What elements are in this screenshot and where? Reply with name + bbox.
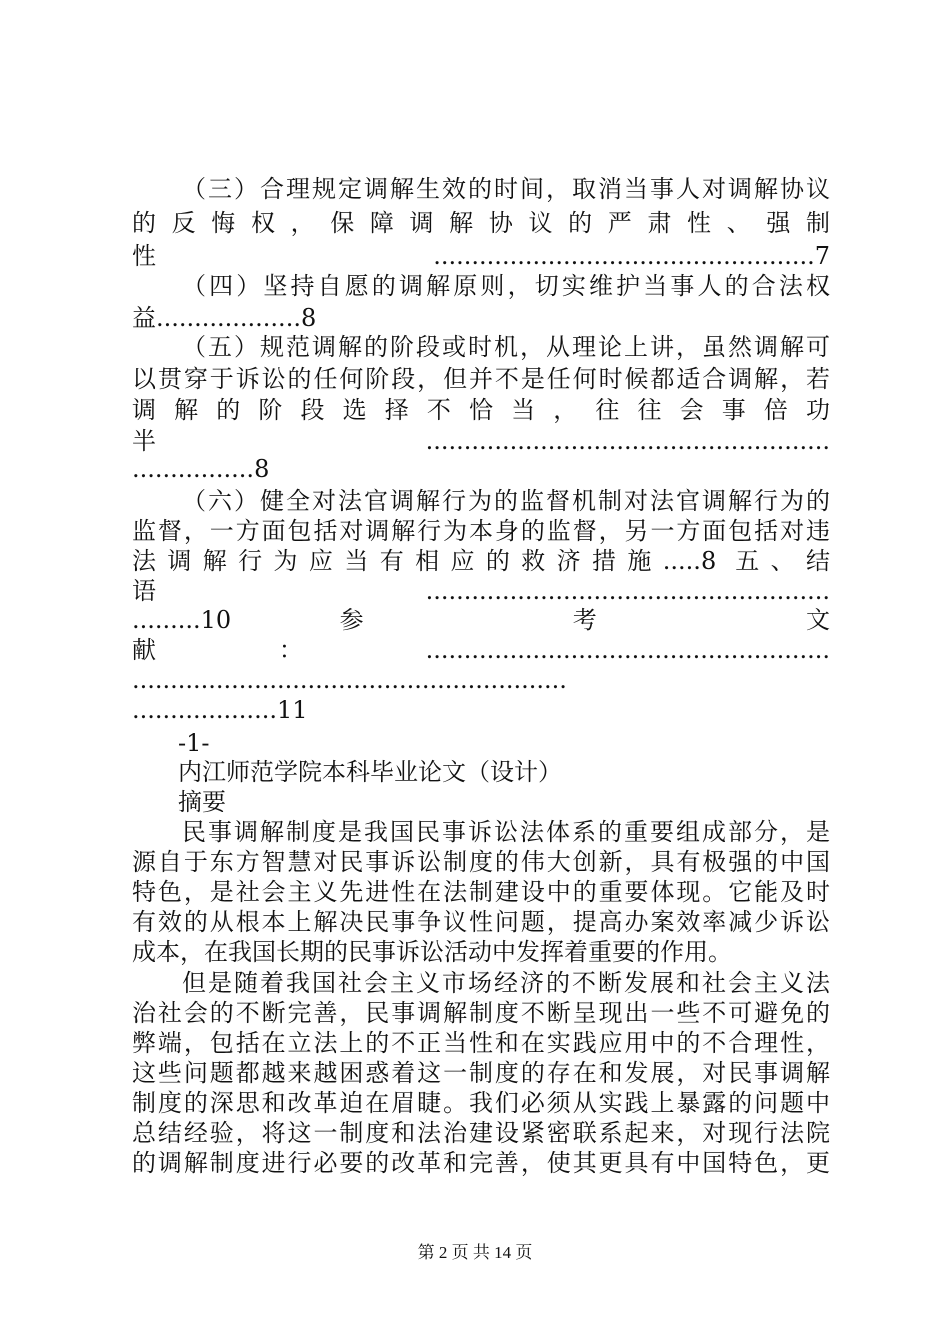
toc-entry-3-line-3: 性..................................................7	[132, 242, 830, 270]
toc-references-line-4: ...................11	[132, 696, 308, 724]
toc-entry-5-line-1: （五）规范调解的阶段或时机，从理论上讲，虽然调解可	[182, 333, 830, 361]
abstract-paragraph-2-line-7: 的调解制度进行必要的改革和完善，使其更具有中国特色，更	[132, 1149, 830, 1177]
abstract-paragraph-2-line-6: 总结经验，将这一制度和法治建设紧密联系起来，对现行法院	[132, 1119, 830, 1147]
abstract-paragraph-1-line-4: 有效的从根本上解决民事争议性问题，提高办案效率减少诉讼	[132, 908, 830, 936]
abstract-paragraph-1-line-5: 成本，在我国长期的民事诉讼活动中发挥着重要的作用。	[132, 938, 732, 966]
toc-references-line-1: .........10 参 考 文	[132, 606, 830, 634]
page-footer: 第 2 页 共 14 页	[417, 1243, 533, 1262]
toc-entry-4-line-1: （四）坚持自愿的调解原则，切实维护当事人的合法权	[182, 272, 830, 300]
toc-entry-6-line-3: 法调解行为应当有相应的救济措施.....8 五、结	[132, 547, 830, 575]
abstract-paragraph-1-line-2: 源自于东方智慧对民事诉讼制度的伟大创新，具有极强的中国	[132, 848, 830, 876]
abstract-paragraph-2-line-3: 弊端，包括在立法上的不正当性和在实践应用中的不合理性，	[132, 1029, 830, 1057]
toc-entry-3-line-2: 的反悔权，保障调解协议的严肃性、强制	[132, 209, 830, 237]
page-marker: -1-	[178, 729, 210, 757]
abstract-paragraph-2-line-1: 但是随着我国社会主义市场经济的不断发展和社会主义法	[182, 969, 830, 997]
toc-entry-6-line-1: （六）健全对法官调解行为的监督机制对法官调解行为的	[182, 487, 830, 515]
toc-entry-5-line-2: 以贯穿于诉讼的任何阶段，但并不是任何时候都适合调解，若	[132, 365, 830, 393]
abstract-paragraph-1-line-3: 特色，是社会主义先进性在法制建设中的重要体现。它能及时	[132, 878, 830, 906]
toc-entry-3-line-1: （三）合理规定调解生效的时间，取消当事人对调解协议	[182, 175, 830, 203]
toc-entry-5-line-3: 调解的阶段选择不恰当，往往会事倍功	[132, 396, 830, 424]
abstract-heading: 摘要	[178, 788, 226, 816]
toc-entry-4-line-2: 益...................8	[132, 304, 317, 332]
toc-entry-5-line-5: ................8	[132, 455, 270, 483]
abstract-paragraph-2-line-5: 制度的深思和改革迫在眉睫。我们必须从实践上暴露的问题中	[132, 1089, 830, 1117]
toc-entry-6-line-2: 监督，一方面包括对调解行为本身的监督，另一方面包括对违	[132, 517, 830, 545]
abstract-paragraph-1-line-1: 民事调解制度是我国民事诉讼法体系的重要组成部分，是	[182, 818, 830, 846]
toc-references-line-2: 献：.....................................................	[132, 636, 830, 664]
toc-conclusion-line-1: 语.....................................................	[132, 577, 830, 605]
toc-entry-5-line-4: 半.....................................................	[132, 427, 830, 455]
abstract-paragraph-2-line-2: 治社会的不断完善，民事调解制度不断呈现出一些不可避免的	[132, 999, 830, 1027]
abstract-paragraph-2-line-4: 这些问题都越来越困惑着这一制度的存在和发展，对民事调解	[132, 1059, 830, 1087]
toc-references-line-3: .........................................................	[132, 666, 567, 694]
document-header-title: 内江师范学院本科毕业论文（设计）	[178, 758, 562, 786]
